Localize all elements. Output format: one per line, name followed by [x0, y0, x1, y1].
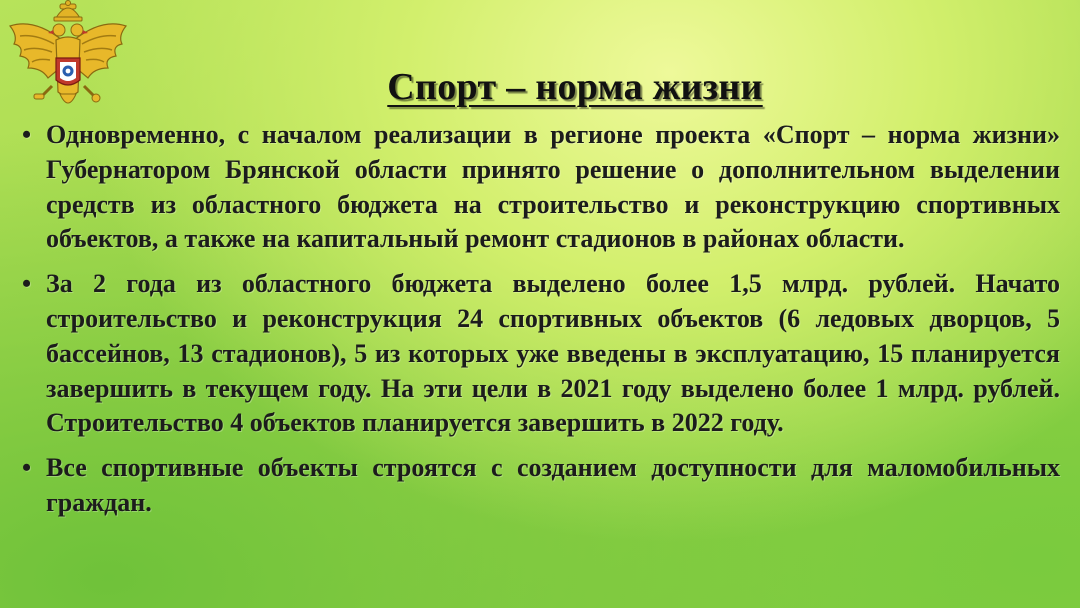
slide-title	[0, 65, 1080, 109]
bullet-item	[22, 451, 1060, 521]
slide-title-text: Спорт – норма жизни	[387, 66, 763, 109]
bullet-text: Все спортивные объекты строятся с созданием доступности для маломобильных граждан.	[46, 453, 1060, 517]
bullet-item	[22, 267, 1060, 441]
bullet-list	[22, 118, 1060, 531]
bullet-marker: •	[22, 269, 32, 299]
bullet-marker: •	[22, 120, 32, 149]
bullet-text: За 2 года из областного бюджета выделено более 1,5 млрд. рублей. Начато строительство и реконструкция 24 спортивных объектов (6 ледовых дворцов, 5 бассейнов, 13 стадионов), 5 из которых уже введены в эксплуатацию, 15 планируется завершить в текущем году. На эти цели в 2021 году выделено более 1 млрд. рублей. Строительство 4 объектов планируется завершить в 2022 году.	[46, 269, 1060, 438]
bullet-item	[22, 118, 1060, 257]
bullet-marker: •	[22, 453, 32, 483]
bullet-text: Одновременно, с началом реализации в регионе проекта «Спорт – норма жизни» Губернатором Брянской области принято решение о дополнительном выделении средств из областного бюджета на строительство и реконструкцию спортивных объектов, а также на капитальный ремонт стадионов в районах области.	[46, 120, 1060, 254]
